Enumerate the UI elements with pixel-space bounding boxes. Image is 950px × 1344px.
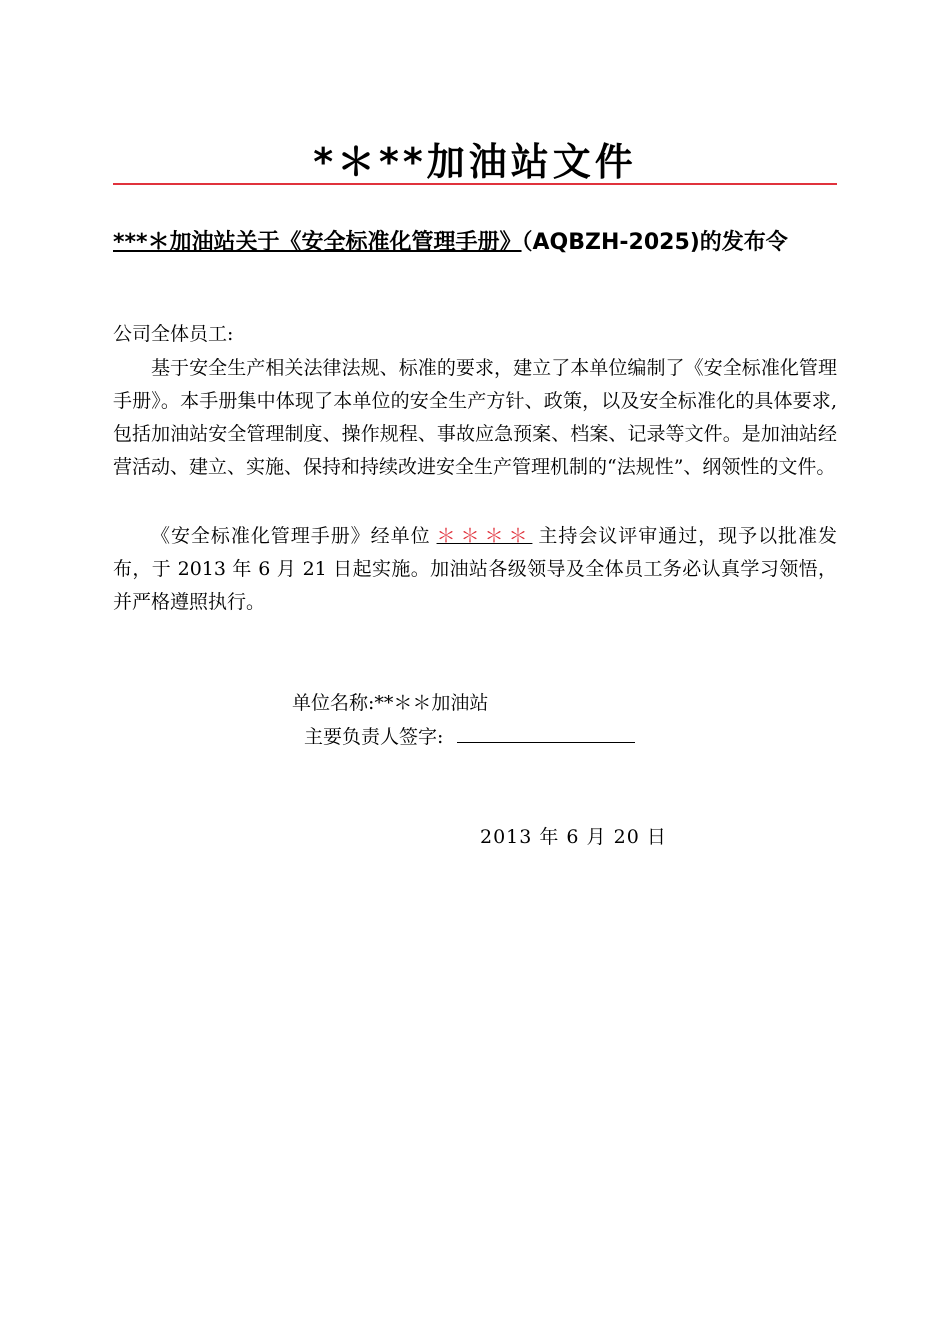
paragraph-1: 基于安全生产相关法律法规、标准的要求，建立了本单位编制了《安全标准化管理手册》。本手册集中体现了本单位的安全生产方针、政策，以及安全标准化的具体要求,包括加油站安全管理制度、操作规程、事故应急预案、档案、记录等文件。是加油站经营活动、建立、实施、保持和持续改进安全生产管理机制的“法规性”、纲领性的文件。 [113, 357, 837, 478]
document-title [113, 228, 837, 258]
document-header-title: *＊**加油站文件 [313, 140, 637, 184]
signer-line [304, 722, 635, 752]
paragraph-2-before: 《安全标准化管理手册》经单位 [151, 525, 431, 547]
paragraph-2-after: 主持会议评审通过，现予以批准发布，于 2013 年 6 月 21 日起实施。加油站各级领导及全体员工务必认真学习领悟，并严格遵照执行。 [113, 525, 837, 613]
signature-blank [457, 722, 635, 743]
header-red-rule [113, 183, 837, 185]
issue-date: 2013 年 6 月 20 日 [480, 826, 667, 848]
paragraph-2 [113, 520, 837, 619]
signer-label: 主要负责人签字: [304, 726, 444, 748]
approving-unit-fill: ＊＊＊＊ [436, 525, 533, 547]
document-title-underlined: ***＊加油站关于《安全标准化管理手册》 [113, 230, 522, 255]
unit-name-line: 单位名称:**＊＊加油站 [292, 692, 489, 714]
salutation: 公司全体员工: [113, 323, 234, 345]
document-title-rest: （AQBZH-2025)的发布令 [521, 230, 788, 255]
